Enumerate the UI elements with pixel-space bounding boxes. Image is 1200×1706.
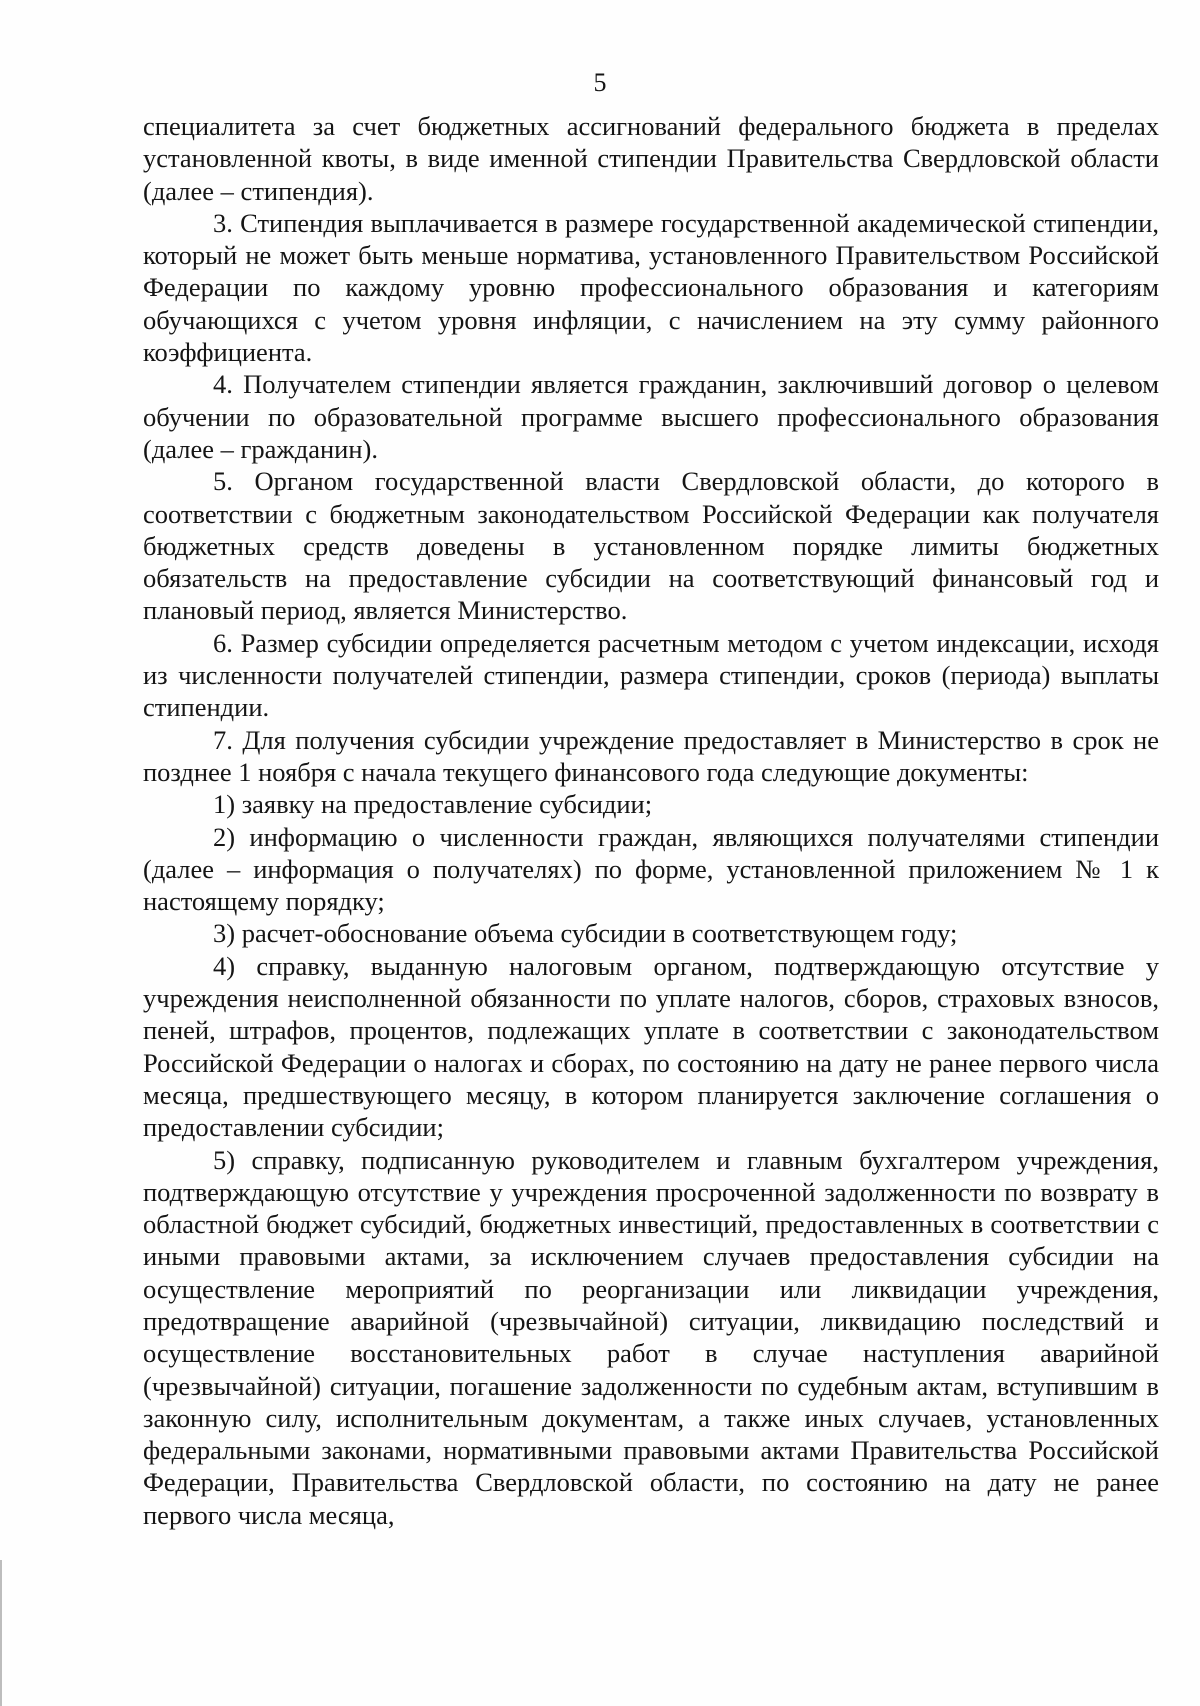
subitem-3: 3) расчет-обоснование объема субсидии в соответствующем году; [213, 918, 958, 949]
paragraph-continuation: специалитета за счет бюджетных ассигнований федерального бюджета в пределах установленной квоты, в виде именной стипендии Правительства Свердловской области (далее – стипендия). [143, 111, 1159, 206]
paragraph-item-4: 4. Получателем стипендии является гражданин, заключивший договор о целевом обучении по образовательной программе высшего профессионального образования (далее – гражданин). [143, 369, 1159, 464]
document-body [143, 110, 1159, 1531]
subitem-4: 4) справку, выданную налоговым органом, подтверждающую отсутствие у учреждения неисполненной обязанности по уплате налогов, сборов, страховых взносов, пеней, штрафов, процентов, подлежащих уплате в соответствии с законодательством Российской Федерации о налогах и сборах, по состоянию на дату не ранее первого числа месяца, предшествующего месяцу, в котором планируется заключение соглашения о предоставлении субсидии; [143, 950, 1159, 1143]
paragraph-item-3: 3. Стипендия выплачивается в размере государственной академической стипендии, который не может быть меньше норматива, установленного Правительством Российской Федерации по каждому уровню профессионального образования и категориям обучающихся с учетом уровня инфляции, с начислением на эту сумму районного коэффициента. [143, 207, 1159, 368]
scan-edge-line [0, 1560, 2, 1706]
subitem-1: 1) заявку на предоставление субсидии; [213, 789, 653, 820]
paragraph-item-7: 7. Для получения субсидии учреждение предоставляет в Министерство в срок не позднее 1 ноября с начала текущего финансового года следующие документы: [143, 724, 1159, 787]
subitem-5: 5) справку, подписанную руководителем и главным бухгалтером учреждения, подтверждающую отсутствие у учреждения просроченной задолженности по возврату в областной бюджет субсидий, бюджетных инвестиций, предоставленных в соответствии с иными правовыми актами, за исключением случаев предоставления субсидии на осуществление мероприятий по реорганизации или ликвидации учреждения, предотвращение аварийной (чрезвычайной) ситуации, ликвидацию последствий и осуществление восстановительных работ в случае наступления аварийной (чрезвычайной) ситуации, погашение задолженности по судебным актам, вступившим в законную силу, исполнительным документам, а также иных случаев, установленных федеральными законами, нормативными правовыми актами Правительства Российской Федерации, Правительства Свердловской области, по состоянию на дату не ранее первого числа месяца, [143, 1144, 1159, 1530]
paragraph-item-5: 5. Органом государственной власти Свердловской области, до которого в соответствии с бюджетным законодательством Российской Федерации как получателя бюджетных средств доведены в установленном порядке лимиты бюджетных обязательств на предоставление субсидии на соответствующий финансовый год и плановый период, является Министерство. [143, 466, 1159, 626]
subitem-2: 2) информацию о численности граждан, являющихся получателями стипендии (далее – информация о получателях) по форме, установленной приложением № 1 к настоящему порядку; [143, 821, 1159, 917]
paragraph-item-6: 6. Размер субсидии определяется расчетным методом с учетом индексации, исходя из численности получателей стипендии, размера стипендии, сроков (периода) выплаты стипендии. [143, 627, 1159, 723]
page-number: 5 [593, 68, 607, 97]
